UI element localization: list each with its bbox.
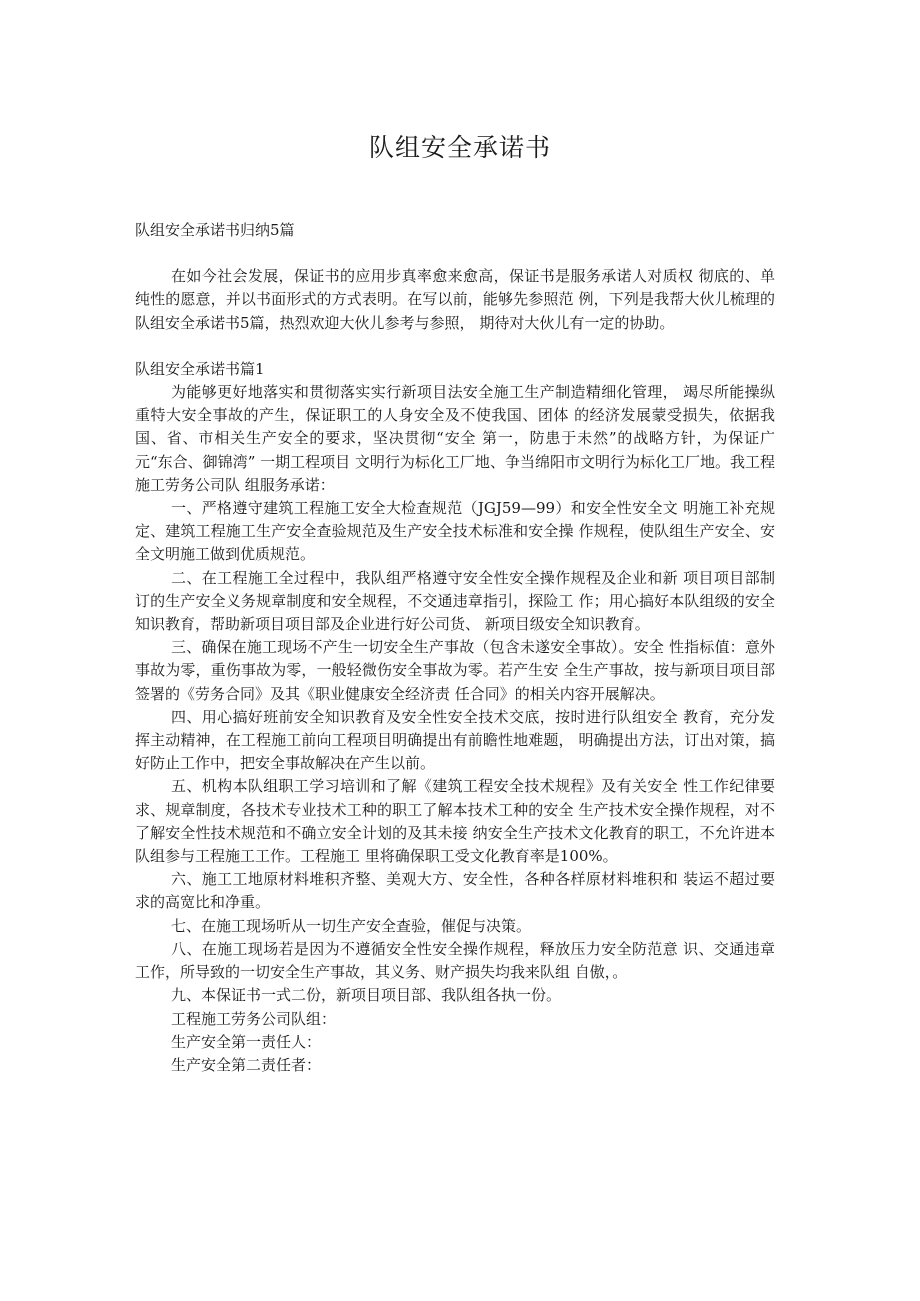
signature-line-team: 工程施工劳务公司队组： — [171, 1009, 337, 1028]
document-title: 队组安全承诺书 — [368, 133, 551, 162]
intro-paragraph: 在如今社会发展，保证书的应用步真率愈来愈高，保证书是服务承诺人对质权 彻底的、单纯性的愿意，并以书面形式的方式表明。在写以前，能够先参照范 例，下列是我帮大伙儿梳理的队组安全承诺书5篇，热烈欢迎大伙儿参考与参照， 期待对大伙儿有一定的协助。 — [135, 267, 775, 332]
commitment-item: 五、机构本队组职工学习培训和了解《建筑工程安全技术规程》及有关安全 性工作纪律要求、规章制度，各技术专业技术工种的职工了解本技术工种的安全 生产技术安全操作规程，对不了解安全性技术规范和不确立安全计划的及其未接 纳安全生产技术文化教育的职工，不允许进本队组参与工程施工工作。工程施工 里将确保职工受文化教育率是100%。 — [135, 777, 775, 866]
commitment-item: 七、在施工现场听从一切生产安全查验，催促与决策。 — [171, 916, 532, 935]
commitment-item: 四、用心搞好班前安全知识教育及安全性安全技术交底，按时进行队组安全 教育，充分发挥主动精神，在工程施工前向工程项目明确提出有前瞻性地难题， 明确提出方法，订出对策，搞好防止工作中，把安全事故解决在产生以前。 — [135, 707, 775, 773]
section-opening-paragraph: 为能够更好地落实和贯彻落实实行新项目法安全施工生产制造精细化管理， 竭尽所能操纵重特大安全事故的产生，保证职工的人身安全及不使我国、团体 的经济发展蒙受损失，依据我国、省、市相关生产安全的要求，坚决贯彻“安全 第一，防患于未然”的战略方针，为保证广元“东合、御锦湾” 一期工程项目 文明行为标化工厂地、争当绵阳市文明行为标化工厂地。我工程施工劳务公司队 组服务承诺： — [135, 383, 775, 494]
document-body — [135, 219, 775, 1077]
signature-line-first-responsible: 生产安全第一责任人： — [171, 1032, 322, 1051]
commitment-item: 八、在施工现场若是因为不遵循安全性安全操作规程，释放压力安全防范意 识、交通违章工作，所导致的一切安全生产事故，其义务、财产损失均我来队组 自傲，。 — [135, 939, 775, 982]
commitment-item: 六、施工工地原材料堆积齐整、美观大方、安全性，各种各样原材料堆积和 装运不超过要求的高宽比和净重。 — [135, 870, 775, 912]
commitment-item: 二、在工程施工全过程中，我队组严格遵守安全性安全操作规程及企业和新 项目项目部制订的生产安全义务规章制度和安全规程，不交通违章指引，探险工 作；用心搞好本队组级的安全知识教育，帮助新项目项目部及企业进行好公司货、 新项目级安全知识教育。 — [135, 568, 775, 634]
commitment-item: 一、严格遵守建筑工程施工安全大检查规范（JGJ59—99）和安全性安全文 明施工补充规定、建筑工程施工生产安全查验规范及生产安全技术标准和安全操 作规程，使队组生产安全、安全文明施工做到优质规范。 — [135, 499, 775, 564]
commitment-item: 三、确保在施工现场不产生一切安全生产事故（包含未遂安全事故）。安全 性指标值：意外事故为零，重伤事故为零，一般轻微伤安全事故为零。若产生安 全生产事故，按与新项目项目部签署的《劳务合同》及其《职业健康安全经济责 任合同》的相关内容开展解决。 — [135, 638, 775, 703]
signature-block — [135, 1008, 775, 1078]
document-subtitle: 队组安全承诺书归纳5篇 — [135, 221, 295, 239]
signature-line-second-responsible: 生产安全第二责任者： — [171, 1055, 322, 1074]
commitment-list — [135, 497, 775, 1007]
commitment-item: 九、本保证书一式二份，新项目项目部、我队组各执一份。 — [171, 986, 562, 1005]
section-heading: 队组安全承诺书篇1 — [135, 359, 265, 378]
